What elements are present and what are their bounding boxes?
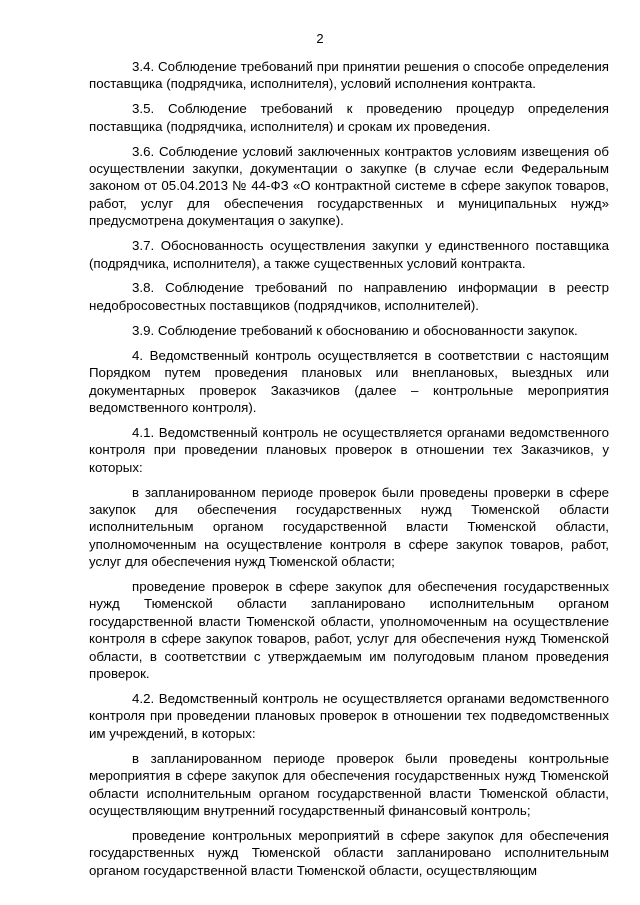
paragraph-4: 4. Ведомственный контроль осуществляется в соответствии с настоящим Порядком путем проведения плановых или внеплановых, выездных или документарных проверок Заказчиков (далее – контрольные мероприятия ведомственного контроля). — [89, 347, 609, 415]
paragraph-3-9: 3.9. Соблюдение требований к обоснованию и обоснованности закупок. — [132, 322, 578, 338]
paragraph-4-1-item-1: в запланированном периоде проверок были проведены проверки в сфере закупок для обеспечения государственных нужд Тюменской области исполнительным органом государственной власти Тюменской области, уполномоченным на осуществление контроля в сфере закупок товаров, работ, услуг для обеспечения нужд Тюменской области; — [89, 484, 609, 570]
paragraph-4-2-item-1: в запланированном периоде проверок были проведены контрольные мероприятия в сфере закупок для обеспечения государственных нужд Тюменской области исполнительным органом государственной власти Тюменской области, осуществляющим внутренний государственный финансовый контроль; — [89, 750, 609, 818]
paragraph-3-7: 3.7. Обоснованность осуществления закупки у единственного поставщика (подрядчика, исполнителя), а также существенных условий контракта. — [89, 238, 609, 271]
paragraph-3-6: 3.6. Соблюдение условий заключенных контрактов условиям извещения об осуществлении закупки, документации о закупке (в случае если Федеральным законом от 05.04.2013 № 44-ФЗ «О контрактной системе в сфере закупок товаров, работ, услуг для обеспечения государственных и муниципальных нужд» предусмотрена документация о закупке). — [89, 143, 609, 229]
page-number: 2 — [316, 31, 324, 46]
paragraph-4-1-item-2: проведение проверок в сфере закупок для обеспечения государственных нужд Тюменской области запланировано исполнительным органом государственной власти Тюменской области, уполномоченным на осуществление контроля в сфере закупок товаров, работ, услуг для обеспечения нужд Тюменской области, в соответствии с утверждаемым им полугодовым планом проведения проверок. — [89, 579, 609, 682]
paragraph-3-8: 3.8. Соблюдение требований по направлению информации в реестр недобросовестных поставщиков (подрядчиков, исполнителей). — [89, 280, 609, 313]
paragraph-4-1: 4.1. Ведомственный контроль не осуществляется органами ведомственного контроля при проведении плановых проверок в отношении тех Заказчиков, у которых: — [89, 424, 609, 475]
document-body — [89, 58, 609, 887]
paragraph-3-4: 3.4. Соблюдение требований при принятии решения о способе определения поставщика (подрядчика, исполнителя), условий исполнения контракта. — [89, 59, 609, 92]
paragraph-4-2-item-2: проведение контрольных мероприятий в сфере закупок для обеспечения государственных нужд Тюменской области запланировано исполнительным органом государственной власти Тюменской области, осуществляющим — [89, 827, 609, 878]
paragraph-3-5: 3.5. Соблюдение требований к проведению процедур определения поставщика (подрядчика, исполнителя) и срокам их проведения. — [89, 101, 609, 134]
paragraph-4-2: 4.2. Ведомственный контроль не осуществляется органами ведомственного контроля при проведении плановых проверок в отношении тех подведомственных им учреждений, в которых: — [89, 691, 609, 741]
